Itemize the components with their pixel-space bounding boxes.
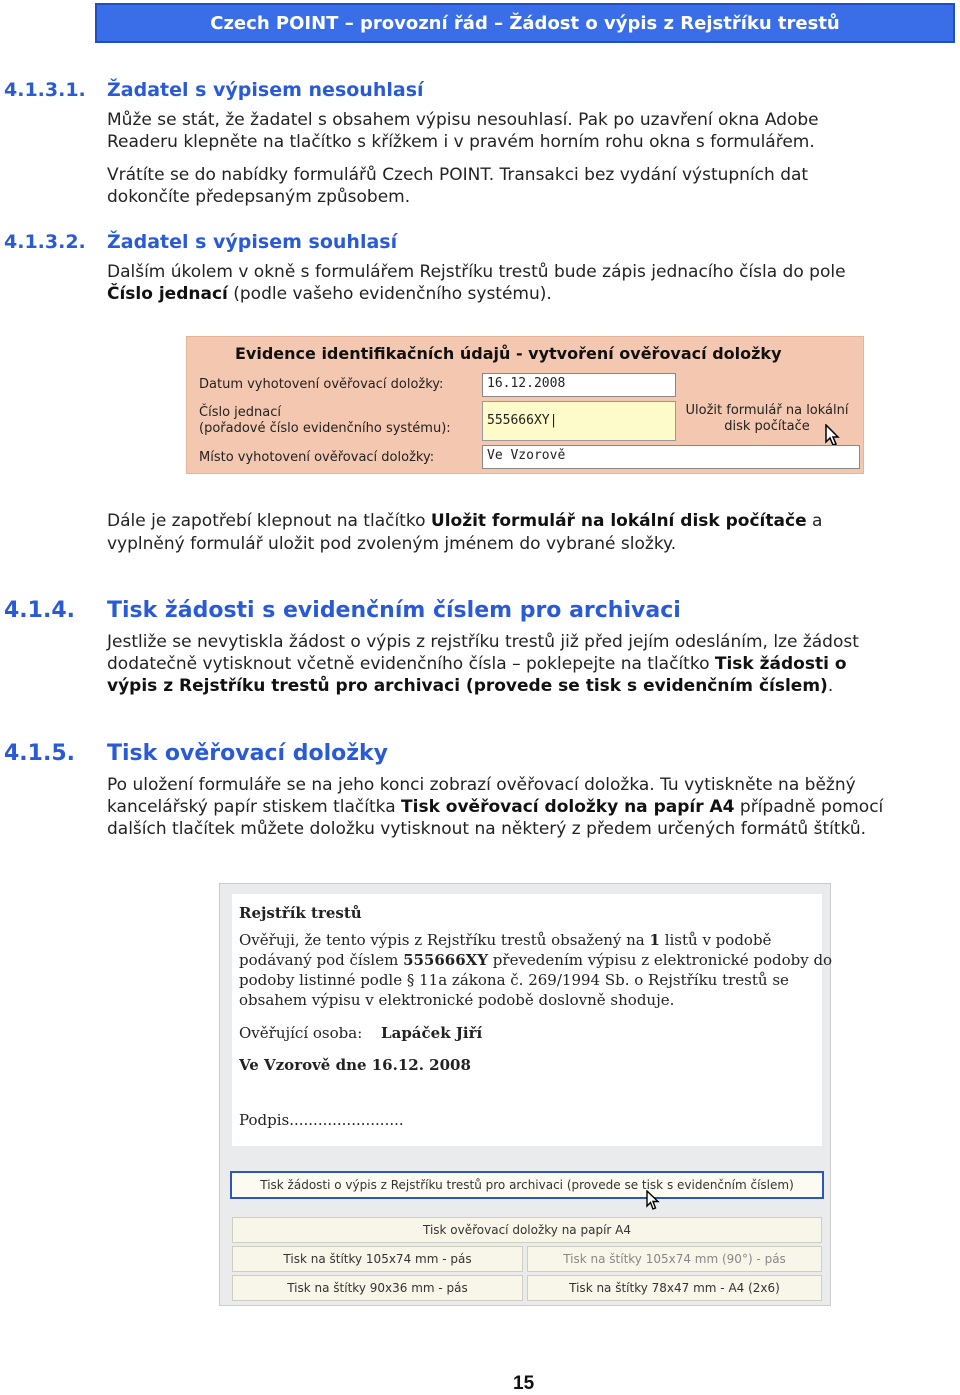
header-title: Czech POINT – provozní řád – Žádost o výpis z Rejstříku trestů [210,12,840,34]
print-label-105x74-90-button[interactable]: Tisk na štítky 105x74 mm (90°) - pás [527,1246,822,1272]
page-number: 15 [513,1373,535,1394]
case-number-field[interactable] [482,401,676,441]
case-number-sublabel: (pořadové číslo evidenčního systému): [199,421,451,436]
certificate-heading [239,904,362,922]
paragraph-line: Jestliže se nevytiskla žádost o výpis z rejstříku trestů již před jejím odesláním, lze žádost [107,632,859,652]
case-number-value: 555666XY [487,413,550,428]
text-span: převedením výpisu z elektronické podoby do [488,951,833,969]
paragraph-line: dalších tlačítek můžete doložku vytisknout na některý z předem určených formátů štítků. [107,819,867,839]
save-button-line1: Uložit formulář na lokální [685,403,849,418]
bold-term: Uložit formulář na lokální disk počítače [430,511,807,531]
place-label: Místo vyhotovení ověřovací doložky: [199,450,435,465]
paragraph-line: Readeru klepněte na tlačítko s křížkem i v pravém horním rohu okna s formulářem. [107,132,815,152]
paragraph-line: vyplněný formulář uložit pod zvoleným jménem do vybrané složky. [107,534,677,554]
paragraph-line: Může se stát, že žadatel s obsahem výpisu nesouhlasí. Pak po uzavření okna Adobe [107,110,819,130]
paragraph-line: dokončíte předepsaným způsobem. [107,187,411,207]
bold-term: Tisk žádosti o [714,654,847,674]
print-label-105x74-button[interactable]: Tisk na štítky 105x74 mm - pás [232,1246,523,1272]
section-title: Tisk ověřovací doložky [107,741,388,766]
paragraph-line [107,796,883,818]
text-span: (podle vašeho evidenčního systému). [227,284,552,304]
certificate-line: podoby listinné podle § 11a zákona č. 269/1994 Sb. o Rejstříku trestů se [239,971,789,989]
verification-certificate [232,894,833,1146]
place-date-text: Ve Vzorově dne 16.12. 2008 [239,1056,471,1074]
print-label-90x36-button[interactable]: Tisk na štítky 90x36 mm - pás [232,1275,523,1301]
paragraph-line: Po uložení formuláře se na jeho konci zobrazí ověřovací doložka. Tu vytiskněte na běžný [107,775,856,795]
signature-line: Podpis........................ [239,1111,404,1129]
mouse-pointer-icon [646,1190,660,1212]
text-span: . [827,676,834,696]
bold-term: Číslo jednací [107,284,228,304]
save-button-line2: disk počítače [724,419,810,434]
form-title: Evidence identifikačních údajů - vytvoření ověřovací doložky [235,344,782,363]
print-label-78x47-button[interactable]: Tisk na štítky 78x47 mm - A4 (2x6) [527,1275,822,1301]
paragraph-line [107,510,822,532]
bold-term: výpis z Rejstříku trestů pro archivaci (provede se tisk s evidenčním číslem) [107,676,828,696]
certificate-heading-text: Rejstřík trestů [239,904,362,922]
print-a4-button[interactable]: Tisk ověřovací doložky na papír A4 [232,1217,822,1243]
text-span: podávaný pod číslem [239,951,404,969]
text-span: listů v podobě [659,931,772,949]
verification-clause-screenshot [219,883,831,1306]
section-number: 4.1.3.1. [4,79,86,101]
bold-term: Tisk ověřovací doložky na papír A4 [401,797,735,817]
paragraph-line: Vrátíte se do nabídky formulářů Czech POINT. Transakci bez vydání výstupních dat [107,165,809,185]
evidence-form-screenshot [186,336,864,474]
section-title: Tisk žádosti s evidenčním číslem pro archivaci [107,598,681,623]
text-span: Ověřuji, že tento výpis z Rejstříku trestů obsažený na [239,931,650,949]
certificate-line [239,951,832,969]
text-span: případně pomocí [734,797,884,817]
section-title: Žadatel s výpisem nesouhlasí [107,79,424,101]
date-field[interactable]: 16.12.2008 [482,373,676,397]
paragraph-line [107,653,847,675]
section-number: 4.1.5. [4,741,75,766]
document-header [95,3,955,43]
print-archive-button[interactable]: Tisk žádosti o výpis z Rejstříku trestů pro archivaci (provede se tisk s evidenčním číslem) [230,1171,824,1199]
text-span: a [806,511,823,531]
verifier-label: Ověřující osoba: [239,1024,363,1042]
bold-term: 1 [649,931,660,949]
place-date-line [239,1056,471,1074]
section-number: 4.1.3.2. [4,231,86,253]
date-label: Datum vyhotovení ověřovací doložky: [199,377,444,392]
text-span: dodatečně vytisknout včetně evidenčního čísla – poklepejte na tlačítko [107,654,715,674]
paragraph-line: Dalším úkolem v okně s formulářem Rejstříku trestů bude zápis jednacího čísla do pole [107,262,846,282]
text-span: kancelářský papír stiskem tlačítka [107,797,402,817]
text-span: Dále je zapotřebí klepnout na tlačítko [107,511,431,531]
certificate-line: obsahem výpisu v elektronické podobě doslovně shoduje. [239,991,675,1009]
verifier-name: Lapáček Jiří [381,1024,483,1042]
section-title: Žadatel s výpisem souhlasí [107,231,398,253]
text-cursor: | [549,413,558,428]
paragraph-line [107,283,552,305]
paragraph-line [107,675,833,697]
verifier-line [239,1024,482,1042]
case-number-label: Číslo jednací [199,405,281,420]
certificate-line [239,931,771,949]
place-field[interactable]: Ve Vzorově [482,445,860,469]
bold-term: 555666XY [403,951,489,969]
section-number: 4.1.4. [4,598,75,623]
